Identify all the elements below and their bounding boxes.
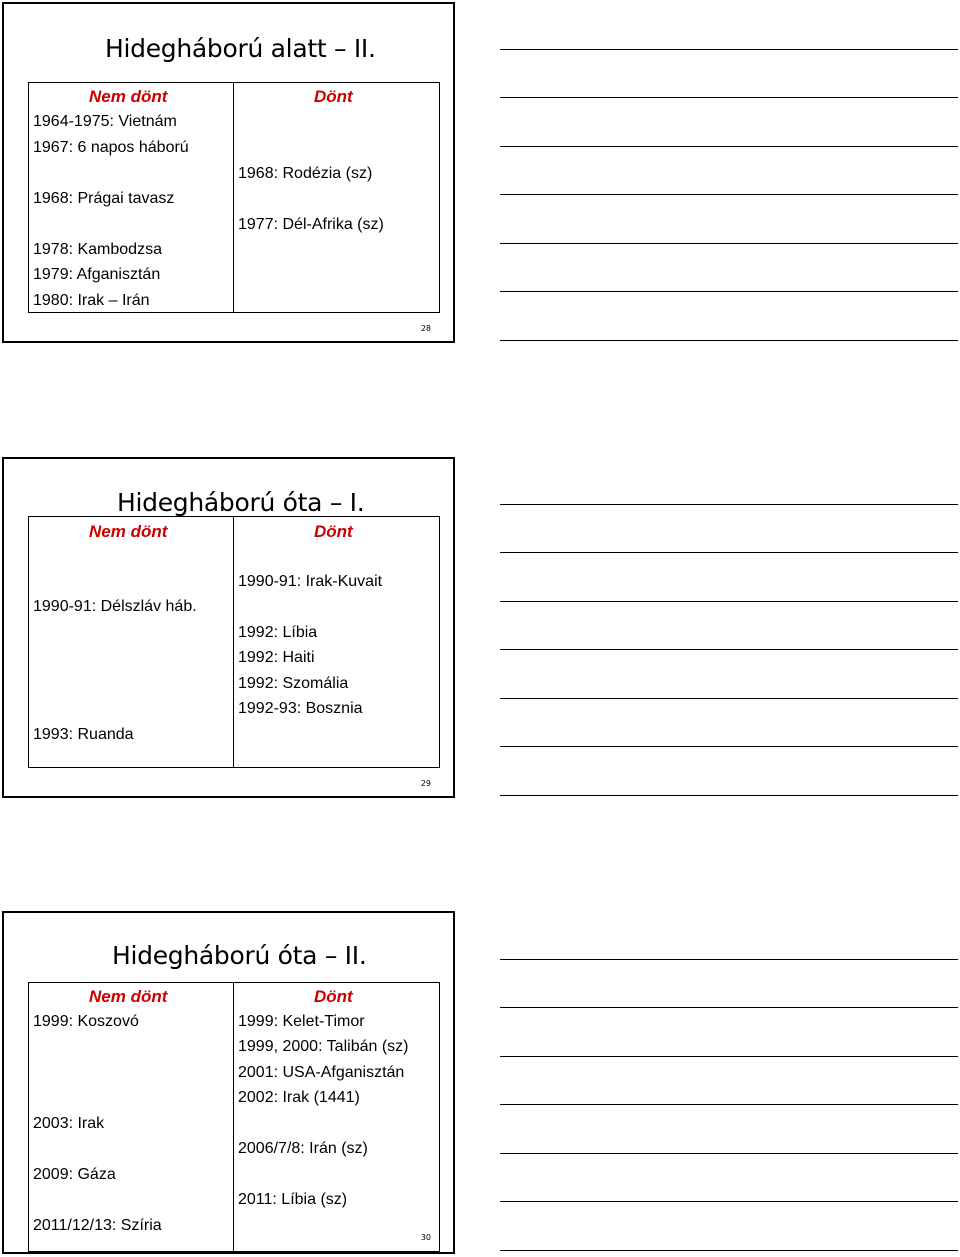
slide-title: Hidegháború alatt – II. [105,34,376,63]
note-line [500,504,958,505]
note-line [500,291,958,292]
dont-item: 2011: Líbia (sz) [238,1191,348,1208]
note-line [500,795,958,796]
nem-dont-header: Nem dönt [89,987,168,1006]
dont-header: Dönt [314,522,353,541]
nem-dont-item: 2009: Gáza [33,1166,116,1183]
decision-table [28,982,440,1252]
note-line [500,1007,958,1008]
note-line [500,1104,958,1105]
dont-item: 1992: Haiti [238,649,315,666]
dont-item: 1992-93: Bosznia [238,700,363,717]
note-line [500,1250,958,1251]
dont-item: 2001: USA-Afganisztán [238,1064,405,1081]
note-line [500,746,958,747]
slide-29 [2,457,455,798]
note-line [500,1201,958,1202]
dont-item: 1977: Dél-Afrika (sz) [238,216,384,233]
note-line [500,340,958,341]
slide-28 [2,2,455,343]
dont-header: Dönt [314,87,353,106]
dont-item: 1990-91: Irak-Kuvait [238,573,383,590]
page-number: 30 [420,1233,431,1242]
note-line [500,97,958,98]
note-line [500,698,958,699]
nem-dont-header: Nem dönt [89,87,168,106]
nem-dont-header: Nem dönt [89,522,168,541]
slide-title: Hidegháború óta – I. [117,488,365,517]
dont-header: Dönt [314,987,353,1006]
nem-dont-item: 1964-1975: Vietnám [33,113,177,130]
column-divider [233,983,234,1251]
note-line [500,1153,958,1154]
note-line [500,649,958,650]
nem-dont-item: 2011/12/13: Szíria [33,1217,162,1234]
dont-item: 2002: Irak (1441) [238,1089,360,1106]
slide-title: Hidegháború óta – II. [112,941,367,970]
nem-dont-item: 2003: Irak [33,1115,105,1132]
nem-dont-item: 1968: Prágai tavasz [33,190,175,207]
page-number: 29 [420,779,431,788]
slide-30 [2,911,455,1254]
note-line [500,1056,958,1057]
nem-dont-item: 1993: Ruanda [33,726,134,743]
dont-item: 1992: Líbia [238,624,318,641]
note-line [500,49,958,50]
column-divider [233,83,234,312]
note-line [500,959,958,960]
nem-dont-item: 1978: Kambodzsa [33,241,162,258]
nem-dont-item: 1980: Irak – Irán [33,292,150,309]
note-line [500,552,958,553]
note-line [500,601,958,602]
note-line [500,194,958,195]
decision-table [28,516,440,768]
dont-item: 1968: Rodézia (sz) [238,165,373,182]
dont-item: 1999, 2000: Talibán (sz) [238,1038,409,1055]
dont-item: 2006/7/8: Irán (sz) [238,1140,368,1157]
nem-dont-item: 1999: Koszovó [33,1013,139,1030]
nem-dont-item: 1990-91: Délszláv háb. [33,598,197,615]
nem-dont-item: 1967: 6 napos háború [33,139,189,156]
column-divider [233,517,234,767]
note-line [500,146,958,147]
decision-table [28,82,440,313]
page-number: 28 [420,324,431,333]
dont-item: 1999: Kelet-Timor [238,1013,365,1030]
note-line [500,243,958,244]
dont-item: 1992: Szomália [238,675,349,692]
nem-dont-item: 1979: Afganisztán [33,266,161,283]
